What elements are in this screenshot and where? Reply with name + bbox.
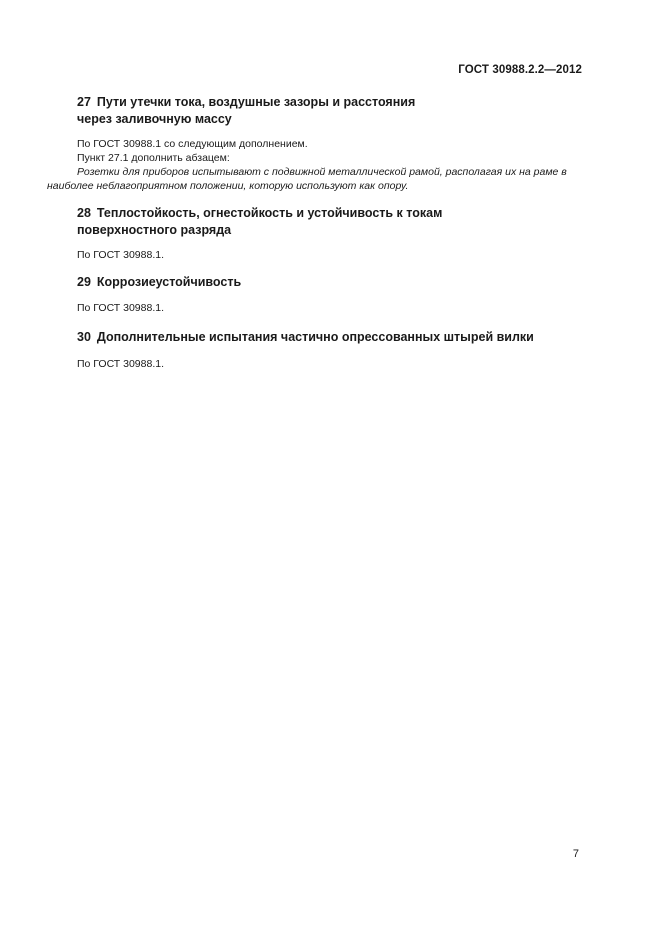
section-number: 29 [77,275,91,289]
section-29 [77,274,597,291]
section-30-heading [77,329,597,346]
section-title-line2: поверхностного разряда [77,223,232,237]
section-30-body [77,358,597,372]
section-28-heading [77,205,597,239]
section-number: 30 [77,330,91,344]
section-27 [77,94,597,128]
section-title-line1: Коррозиеустойчивость [96,275,242,289]
body-paragraph: По ГОСТ 30988.1 со следующим дополнением. [77,138,308,150]
section-29-heading [77,274,597,291]
page-number: 7 [572,848,579,860]
body-paragraph: По ГОСТ 30988.1. [77,302,165,314]
body-paragraph: По ГОСТ 30988.1. [77,249,165,261]
body-paragraph: Пункт 27.1 дополнить абзацем: [77,151,230,164]
section-title-line1: Теплостойкость, огнестойкость и устойчивость к токам [96,206,443,220]
section-28-body [77,249,597,263]
section-title-line1: Дополнительные испытания частично опрессованных штырей вилки [96,330,534,344]
section-29-body [77,302,597,316]
doc-code-header: ГОСТ 30988.2.2—2012 [458,64,582,76]
section-30 [77,329,597,346]
section-27-heading [77,94,597,128]
section-27-body [77,138,597,165]
body-paragraph: По ГОСТ 30988.1. [77,358,165,370]
section-28 [77,205,597,239]
section-number: 27 [77,95,91,109]
section-title-line1: Пути утечки тока, воздушные зазоры и расстояния [96,95,416,109]
italic-amendment-text: Розетки для приборов испытывают с подвижной металлической рамой, располагая их на раме в наиболее неблагоприятном положении, которую используют как опору. [47,166,567,192]
section-number: 28 [77,206,91,220]
section-title-line2: через заливочную массу [77,112,232,126]
